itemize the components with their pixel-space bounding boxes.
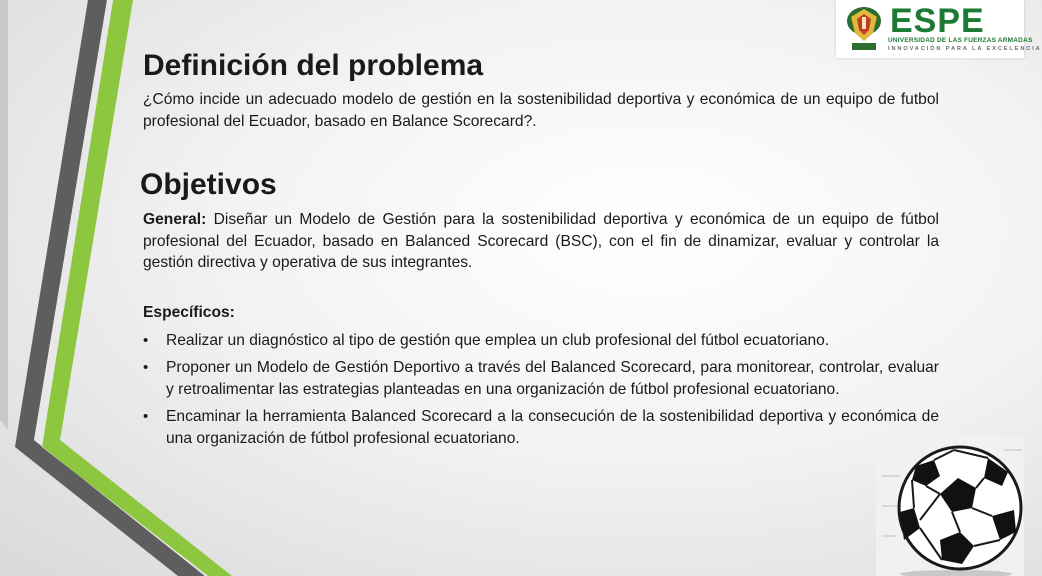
logo-tagline-text: INNOVACIÓN PARA LA EXCELENCIA xyxy=(888,46,1042,52)
specific-objective-text: Realizar un diagnóstico al tipo de gestión que emplea un club profesional del fútbol ecuatoriano. xyxy=(166,331,830,349)
specific-label: Específicos: xyxy=(143,303,235,321)
bullet-icon: • xyxy=(143,359,149,376)
logo-brand-text: ESPE xyxy=(890,2,985,40)
specific-objective-text: Encaminar la herramienta Balanced Scorecard a la consecución de la sostenibilidad deportiva y económica de una organización de fútbol profesional ecuatoriano. xyxy=(166,408,939,447)
list-item xyxy=(143,330,939,352)
specific-objective-text: Proponer un Modelo de Gestión Deportivo a través del Balanced Scorecard, para monitorear, controlar, evaluar y retroalimentar las estrategias planteadas en una organización de fútbol profesional ecuatoriano. xyxy=(166,359,939,398)
soccer-ball-icon xyxy=(876,436,1024,576)
problem-question: ¿Cómo incide un adecuado modelo de gestión en la sostenibilidad deportiva y económica de un equipo de futbol profesional del Ecuador, basado en Balance Scorecard?. xyxy=(143,91,939,130)
problem-title: Definición del problema xyxy=(143,49,484,82)
slide-content xyxy=(140,46,939,455)
bullet-icon: • xyxy=(143,331,149,349)
bullet-icon: • xyxy=(143,408,149,425)
logo-university-text: UNIVERSIDAD DE LAS FUERZAS ARMADAS xyxy=(888,37,1033,44)
general-objective xyxy=(143,209,939,274)
list-item xyxy=(143,357,939,400)
specific-objectives-list xyxy=(143,330,939,450)
objectives-title: Objetivos xyxy=(140,168,277,201)
list-item xyxy=(143,406,939,449)
general-text: Diseñar un Modelo de Gestión para la sostenibilidad deportiva y económica de un equipo de fútbol profesional del Ecuador, basado en Balanced Scorecard (BSC), con el fin de dinamizar, evaluar y controlar la gestión directiva y operativa de sus integrantes. xyxy=(143,211,939,271)
stripe-gray-outer xyxy=(0,0,8,430)
general-label: General: xyxy=(143,211,207,228)
